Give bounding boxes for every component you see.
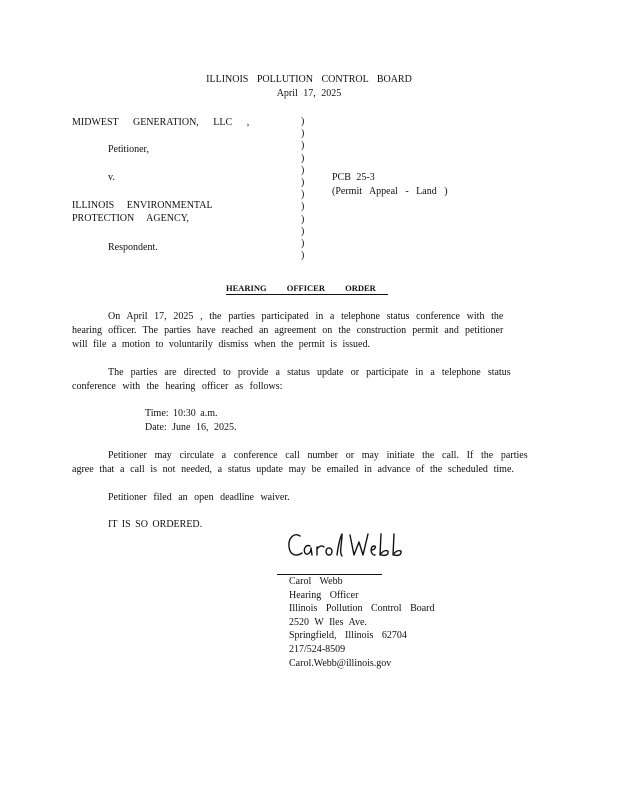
so-ordered: IT IS SO ORDERED.: [108, 519, 203, 530]
versus-label: v.: [108, 172, 115, 183]
conference-date: Date: June 16, 2025.: [145, 422, 237, 433]
paren: ): [301, 164, 305, 176]
paragraph-3-line-1: Petitioner may circulate a conference call number or may initiate the call. If the parties: [108, 450, 528, 461]
paren: ): [301, 176, 305, 188]
paragraph-1-line-3: will file a motion to voluntarily dismiss when the permit is issued.: [72, 339, 370, 350]
petitioner-role: Petitioner,: [108, 144, 149, 155]
paren: ): [301, 189, 305, 201]
paren: ): [301, 128, 305, 140]
caption-parenthesis-column: [301, 116, 304, 262]
signer-address-line2: Springfield, Illinois 62704: [289, 630, 407, 642]
paragraph-2-line-1: The parties are directed to provide a status update or participate in a telephone status: [108, 367, 511, 378]
paragraph-3-line-2: agree that a call is not needed, a status update may be emailed in advance of the scheduled time.: [72, 464, 514, 475]
signer-name: Carol Webb: [289, 576, 343, 587]
order-title: HEARING OFFICER ORDER: [226, 283, 388, 295]
paren: ): [301, 225, 305, 237]
paragraph-1-line-1: On April 17, 2025 , the parties participated in a telephone status conference with the: [108, 311, 504, 322]
handwritten-signature: [286, 528, 416, 564]
signer-title: Hearing Officer: [289, 589, 359, 601]
paren: ): [301, 152, 305, 164]
signer-phone: 217/524-8509: [289, 643, 346, 655]
respondent-role: Respondent.: [108, 242, 158, 253]
paren: ): [301, 116, 305, 127]
respondent-name-line2: PROTECTION AGENCY,: [72, 213, 190, 224]
paragraph-1-line-2: hearing officer. The parties have reached an agreement on the construction permit and petitioner: [72, 325, 504, 336]
paren: ): [301, 250, 305, 262]
board-name: ILLINOIS POLLUTION CONTROL BOARD: [206, 74, 412, 85]
paren: ): [301, 237, 305, 249]
conference-time: Time: 10:30 a.m.: [145, 408, 218, 419]
signer-address-line1: 2520 W Iles Ave.: [289, 616, 367, 628]
order-date: April 17, 2025: [276, 88, 342, 99]
respondent-name-line1: ILLINOIS ENVIRONMENTAL: [72, 200, 213, 211]
case-number: PCB 25-3: [332, 172, 375, 183]
paren: ): [301, 213, 305, 225]
paragraph-2-line-2: conference with the hearing officer as follows:: [72, 381, 283, 392]
signer-email-link[interactable]: Carol.Webb@illinois.gov: [289, 657, 392, 669]
paren: ): [301, 140, 305, 152]
paren: ): [301, 201, 305, 213]
case-type: (Permit Appeal - Land ): [332, 186, 448, 197]
paragraph-4: Petitioner filed an open deadline waiver.: [108, 492, 290, 503]
petitioner-name: MIDWEST GENERATION, LLC ,: [72, 117, 250, 128]
signature-block: [289, 575, 435, 670]
signer-organization: Illinois Pollution Control Board: [289, 603, 435, 615]
